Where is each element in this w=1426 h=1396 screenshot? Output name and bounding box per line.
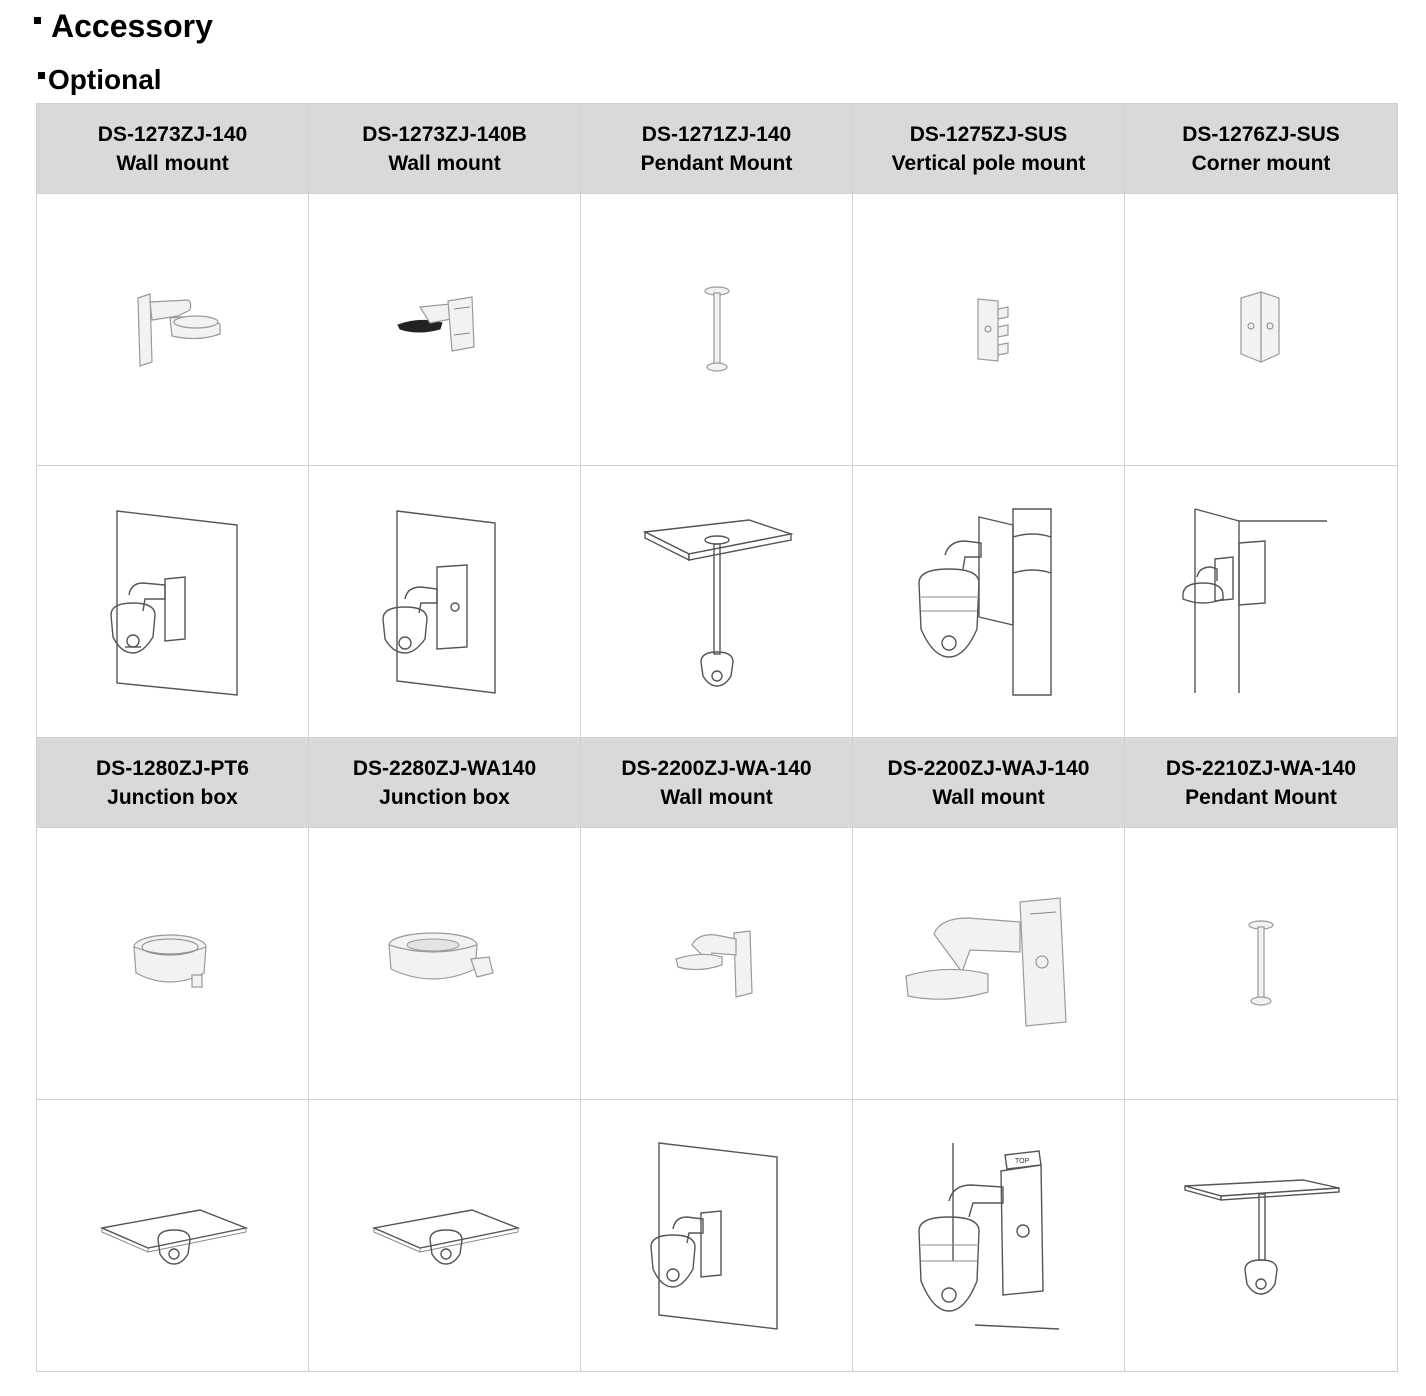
top-label: TOP bbox=[1014, 1157, 1029, 1165]
bullet-icon bbox=[38, 72, 45, 79]
wall-mount-junction-bracket-photo bbox=[904, 894, 1074, 1034]
pendant-mount-ceiling-installation-drawing bbox=[1181, 1176, 1341, 1296]
accessory-header bbox=[1125, 104, 1398, 194]
mount-type: Junction box bbox=[107, 785, 238, 809]
wall-mount-bracket-photo bbox=[672, 929, 762, 999]
mount-type: Vertical pole mount bbox=[891, 151, 1086, 175]
wall-mount-junction-installation-drawing-2 bbox=[909, 1141, 1069, 1331]
pole-mount-installation-drawing bbox=[909, 507, 1069, 697]
pendant-mount-installation-drawing bbox=[637, 512, 797, 692]
accessory-header bbox=[581, 104, 853, 194]
accessory-header bbox=[37, 738, 309, 828]
model-number: DS-1271ZJ-140 bbox=[641, 122, 792, 146]
pendant-mount-short-photo bbox=[1241, 919, 1281, 1009]
junction-box-ceiling-installation-drawing bbox=[98, 1196, 248, 1276]
mount-type: Corner mount bbox=[1191, 151, 1331, 175]
mount-type: Wall mount bbox=[116, 151, 229, 175]
mount-type: Pendant Mount bbox=[1185, 785, 1337, 809]
corner-mount-photo bbox=[1231, 290, 1291, 370]
model-number: DS-1280ZJ-PT6 bbox=[96, 756, 249, 780]
mount-type: Wall mount bbox=[388, 151, 501, 175]
model-number: DS-2200ZJ-WAJ-140 bbox=[887, 756, 1090, 780]
junction-box-photo bbox=[128, 929, 218, 999]
model-number: DS-2200ZJ-WA-140 bbox=[621, 756, 812, 780]
wall-mount-installation-drawing bbox=[103, 507, 243, 697]
mount-type: Junction box bbox=[379, 785, 510, 809]
accessory-header bbox=[309, 738, 581, 828]
mount-type: Wall mount bbox=[932, 785, 1045, 809]
subsection-heading: Optional bbox=[38, 62, 162, 98]
mount-type: Pendant Mount bbox=[640, 151, 793, 175]
accessory-header bbox=[37, 104, 309, 194]
model-number: DS-1273ZJ-140B bbox=[362, 122, 527, 146]
corner-mount-installation-drawing bbox=[1181, 507, 1341, 697]
accessory-header bbox=[309, 104, 581, 194]
installation-drawing-row bbox=[37, 1100, 1398, 1372]
section-heading: Accessory bbox=[34, 6, 213, 46]
header-row bbox=[37, 738, 1398, 828]
bullet-icon bbox=[34, 17, 41, 24]
model-number: DS-1275ZJ-SUS bbox=[909, 122, 1068, 146]
product-photo-row bbox=[37, 828, 1398, 1100]
product-photo-row bbox=[37, 194, 1398, 466]
junction-box-gland-ceiling-installation-drawing bbox=[370, 1196, 520, 1276]
model-number: DS-1276ZJ-SUS bbox=[1182, 122, 1340, 146]
accessory-header bbox=[853, 738, 1125, 828]
accessory-header bbox=[581, 738, 853, 828]
wall-mount-photo bbox=[118, 290, 228, 370]
junction-box-gland-photo bbox=[385, 929, 505, 999]
model-number: DS-2280ZJ-WA140 bbox=[352, 756, 537, 780]
model-number: DS-2210ZJ-WA-140 bbox=[1165, 756, 1357, 780]
model-number: DS-1273ZJ-140 bbox=[97, 122, 248, 146]
accessory-header bbox=[853, 104, 1125, 194]
wall-mount-junction-photo bbox=[390, 295, 500, 365]
accessory-header bbox=[1125, 738, 1398, 828]
accessory-table bbox=[36, 103, 1398, 1372]
mount-type: Wall mount bbox=[660, 785, 773, 809]
wall-mount-junction-installation-drawing bbox=[375, 507, 515, 697]
wall-mount-bracket-installation-drawing bbox=[647, 1141, 787, 1331]
installation-drawing-row bbox=[37, 466, 1398, 738]
pendant-mount-photo bbox=[697, 285, 737, 375]
header-row bbox=[37, 104, 1398, 194]
pole-mount-photo bbox=[964, 295, 1014, 365]
